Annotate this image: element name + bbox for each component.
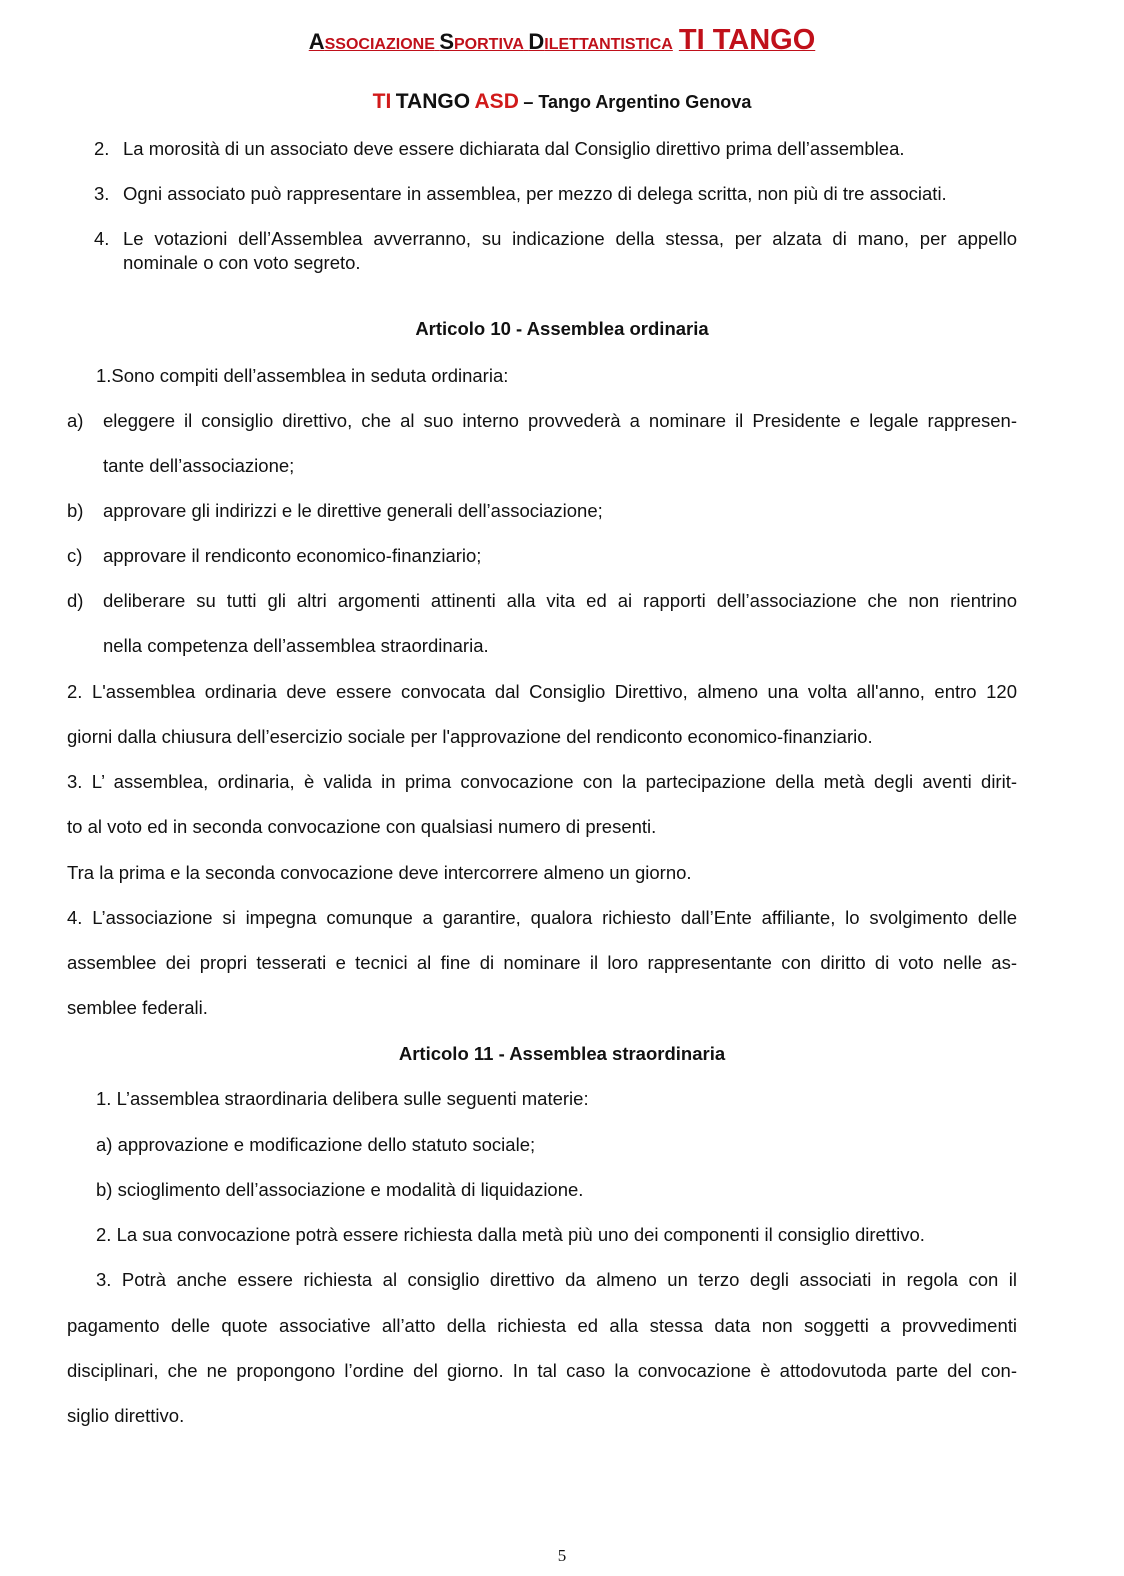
paragraph-line: siglio direttivo.: [67, 1405, 185, 1426]
header-word-dilettantistica: ILETTANTISTICA: [544, 36, 673, 53]
paragraph-line: 4. L’associazione si impegna comunque a garantire, qualora richiesto dall’Ente affiliante, lo svolgimento delle: [67, 907, 1017, 928]
header-cap-a: A: [308, 29, 325, 54]
association-header: [0, 24, 1124, 57]
list-item-label: d): [67, 590, 84, 611]
header-brand: TI TANGO: [678, 24, 816, 56]
paragraph-line: Tra la prima e la seconda convocazione deve intercorrere almeno un giorno.: [67, 862, 692, 883]
article-11-title: Articolo 11 - Assemblea straordinaria: [398, 1043, 726, 1064]
paragraph-line: 3. Potrà anche essere richiesta al consiglio direttivo da almeno un terzo degli associati in regola con il: [96, 1269, 1017, 1290]
paragraph-line: 1. L’assemblea straordinaria delibera sulle seguenti materie:: [96, 1088, 589, 1109]
list-item-text: nominale o con voto segreto.: [123, 252, 361, 273]
paragraph-line: 2. La sua convocazione potrà essere richiesta dalla metà più uno dei componenti il consiglio direttivo.: [96, 1224, 925, 1245]
list-item-text: tante dell’associazione;: [103, 455, 295, 476]
subheader-subtitle: – Tango Argentino Genova: [523, 92, 752, 112]
article-10-title: Articolo 10 - Assemblea ordinaria: [415, 318, 709, 339]
subheader-asd: ASD: [474, 90, 519, 113]
paragraph-line: assemblee dei propri tesserati e tecnici al fine di nominare il loro rappresentante con diritto di voto nelle as-: [67, 952, 1017, 973]
paragraph-line: to al voto ed in seconda convocazione con qualsiasi numero di presenti.: [67, 816, 657, 837]
header-cap-d: D: [528, 29, 545, 54]
list-item-text: approvare il rendiconto economico-finanziario;: [103, 545, 482, 566]
subheader-ti: TI: [372, 90, 392, 113]
list-item-text: Le votazioni dell’Assemblea avverranno, su indicazione della stessa, per alzata di mano, per appello: [123, 228, 1017, 249]
paragraph-line: pagamento delle quote associative all’atto della richiesta ed alla stessa data non soggetti a provvedimenti: [67, 1315, 1017, 1336]
header-word-associazione: SSOCIAZIONE: [324, 36, 435, 53]
paragraph-line: disciplinari, che ne propongono l’ordine del giorno. In tal caso la convocazione è attodovutoda parte del con-: [67, 1360, 1017, 1381]
paragraph-line: 3. L’ assemblea, ordinaria, è valida in prima convocazione con la partecipazione della metà degli aventi dirit-: [67, 771, 1017, 792]
subheader-tango: TANGO: [395, 90, 471, 113]
list-item-text: Ogni associato può rappresentare in assemblea, per mezzo di delega scritta, non più di tre associati.: [123, 183, 947, 204]
list-item-text: approvare gli indirizzi e le direttive generali dell’associazione;: [103, 500, 603, 521]
list-item-label: b): [67, 500, 84, 521]
list-item-number: 3.: [94, 183, 110, 204]
paragraph-line: b) scioglimento dell’associazione e modalità di liquidazione.: [96, 1179, 584, 1200]
list-item-number: 2.: [94, 138, 110, 159]
list-item-text: La morosità di un associato deve essere dichiarata dal Consiglio direttivo prima dell’assemblea.: [123, 138, 905, 159]
paragraph-line: a) approvazione e modificazione dello statuto sociale;: [96, 1134, 536, 1155]
list-item-number: 4.: [94, 228, 110, 249]
article-10-intro: 1.Sono compiti dell’assemblea in seduta ordinaria:: [96, 365, 509, 386]
header-cap-s: S: [439, 29, 454, 54]
page-number: 5: [557, 1546, 567, 1565]
list-item-label: a): [67, 410, 84, 431]
paragraph-line: 2. L'assemblea ordinaria deve essere convocata dal Consiglio Direttivo, almeno una volta all'anno, entro 120: [67, 681, 1017, 702]
association-subheader: [0, 90, 1124, 114]
list-item-label: c): [67, 545, 83, 566]
list-item-text: eleggere il consiglio direttivo, che al suo interno provvederà a nominare il Presidente e legale rappresen-: [103, 410, 1017, 431]
paragraph-line: semblee federali.: [67, 997, 208, 1018]
paragraph-line: giorni dalla chiusura dell’esercizio sociale per l'approvazione del rendiconto economico-finanziario.: [67, 726, 873, 747]
header-word-sportiva: PORTIVA: [454, 36, 524, 53]
list-item-text: deliberare su tutti gli altri argomenti attinenti alla vita ed ai rapporti dell’associazione che non rientrino: [103, 590, 1017, 611]
list-item-text: nella competenza dell’assemblea straordinaria.: [103, 635, 489, 656]
